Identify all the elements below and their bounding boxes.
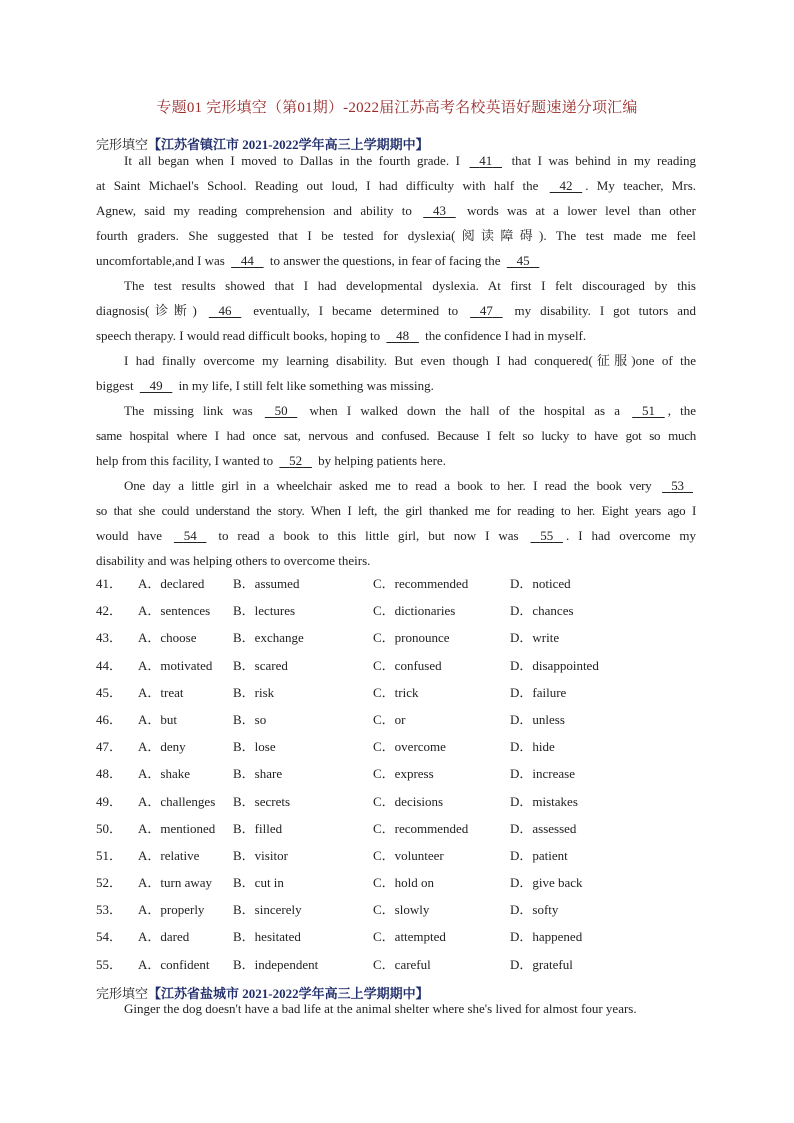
option-row-55: 55． A．confident B．independent C．careful D．grateful — [96, 951, 696, 978]
option-d[interactable]: D．assessed — [510, 820, 577, 836]
option-b[interactable]: B．cut in — [233, 875, 284, 891]
option-b[interactable]: B．share — [233, 766, 283, 782]
option-b[interactable]: B．sincerely — [233, 902, 302, 918]
option-c[interactable]: C．decisions — [373, 793, 444, 809]
option-d[interactable]: D．patient — [510, 847, 568, 863]
option-row-44: 44． A．motivated B．scared C．confused D．disappointed — [96, 652, 696, 679]
option-c[interactable]: C．pronounce — [373, 630, 450, 646]
option-b[interactable]: B．lectures — [233, 603, 296, 619]
blank-48[interactable]: 48 — [396, 328, 410, 343]
blank-52[interactable]: 52 — [289, 453, 303, 468]
option-b[interactable]: B．assumed — [233, 576, 300, 591]
option-d[interactable]: D．chances — [510, 603, 574, 619]
section1-label: 完形填空 — [96, 137, 149, 152]
passage-line: Agnew, said my reading comprehension and ability to 43 words was at a lower level than other — [96, 198, 696, 223]
passage-line: fourth graders. She suggested that I be tested for dyslexia(阅读障碍). The test made me feel — [96, 228, 696, 243]
option-b[interactable]: B．risk — [233, 684, 275, 700]
passage-line: The missing link was 50 when I walked down the hall of the hospital as a 51 , the — [96, 398, 696, 423]
passage-line: so that she could understand the story. When I left, the girl thanked me for reading to her. Eight years ago I — [96, 503, 696, 518]
blank-49[interactable]: 49 — [149, 378, 163, 393]
option-d[interactable]: D．grateful — [510, 956, 573, 972]
option-c[interactable]: C．attempted — [373, 929, 446, 945]
blank-51[interactable]: 51 — [641, 403, 655, 418]
option-c[interactable]: C．or — [373, 711, 406, 727]
passage-line: same hospital where I had once sat, nervous and confused. Because I felt so lucky to have got so much — [96, 428, 696, 443]
passage-line: It all began when I moved to Dallas in the fourth grade. I 41 that I was behind in my reading — [96, 148, 696, 173]
option-row-46: 46． A．but B．so C．or D．unless — [96, 706, 696, 733]
option-c[interactable]: C．recommended — [373, 576, 469, 591]
blank-44[interactable]: 44 — [240, 253, 254, 268]
option-d[interactable]: D．happened — [510, 929, 583, 945]
option-a[interactable]: A．properly — [138, 902, 205, 918]
options-list — [96, 570, 696, 978]
option-row-52: 52． A．turn away B．cut in C．hold on D．give back — [96, 869, 696, 896]
option-c[interactable]: C．slowly — [373, 902, 430, 918]
blank-54[interactable]: 54 — [183, 528, 197, 543]
option-b[interactable]: B．hesitated — [233, 929, 301, 945]
section2-source: 【江苏省盐城市 2021-2022学年高三上学期期中】 — [148, 986, 429, 1001]
option-c[interactable]: C．volunteer — [373, 847, 444, 863]
passage-line: The test results showed that I had developmental dyslexia. At first I felt discouraged by this — [124, 278, 696, 293]
option-a[interactable]: A．turn away — [138, 875, 213, 891]
passage-line: biggest 49 in my life, I still felt like something was missing. — [96, 373, 696, 398]
option-row-51: 51． A．relative B．visitor C．volunteer D．patient — [96, 842, 696, 869]
option-d[interactable]: D．hide — [510, 739, 555, 755]
option-d[interactable]: D．failure — [510, 684, 567, 700]
option-row-41: 41． A．declared B．assumed C．recommended D．noticed — [96, 570, 696, 597]
option-b[interactable]: B．lose — [233, 739, 276, 755]
passage-line: Ginger the dog doesn't have a bad life at the animal shelter where she's lived for almost four years. — [124, 1001, 637, 1016]
passage-line: One day a little girl in a wheelchair asked me to read a book to her. I read the book very 53 — [96, 473, 696, 498]
option-row-47: 47． A．deny B．lose C．overcome D．hide — [96, 733, 696, 760]
option-c[interactable]: C．dictionaries — [373, 603, 456, 619]
passage-line: I had finally overcome my learning disability. But even though I had conquered(征服)one of the — [124, 353, 696, 368]
option-a[interactable]: A．but — [138, 711, 178, 727]
option-d[interactable]: D．noticed — [510, 576, 571, 591]
option-a[interactable]: A．relative — [138, 847, 200, 863]
option-d[interactable]: D．increase — [510, 766, 575, 782]
option-b[interactable]: B．exchange — [233, 630, 304, 646]
blank-50[interactable]: 50 — [274, 403, 288, 418]
option-c[interactable]: C．express — [373, 766, 434, 782]
option-d[interactable]: D．disappointed — [510, 657, 599, 673]
passage2 — [96, 996, 696, 1021]
option-c[interactable]: C．careful — [373, 956, 431, 972]
option-row-49: 49． A．challenges B．secrets C．decisions D．mistakes — [96, 788, 696, 815]
option-a[interactable]: A．choose — [138, 630, 197, 646]
option-d[interactable]: D．mistakes — [510, 793, 578, 809]
blank-45[interactable]: 45 — [516, 253, 530, 268]
blank-55[interactable]: 55 — [540, 528, 554, 543]
option-row-45: 45． A．treat B．risk C．trick D．failure — [96, 679, 696, 706]
option-b[interactable]: B．scared — [233, 657, 288, 673]
option-b[interactable]: B．secrets — [233, 793, 291, 809]
option-a[interactable]: A．mentioned — [138, 820, 216, 836]
option-row-54: 54． A．dared B．hesitated C．attempted D．happened — [96, 923, 696, 950]
passage-line: speech therapy. I would read difficult books, hoping to 48 the confidence I had in myself. — [96, 323, 696, 348]
option-d[interactable]: D．give back — [510, 875, 583, 891]
option-a[interactable]: A．treat — [138, 684, 184, 700]
option-row-42: 42． A．sentences B．lectures C．dictionaries D．chances — [96, 597, 696, 624]
passage-line: uncomfortable,and I was 44 to answer the questions, in fear of facing the 45 — [96, 248, 696, 273]
passage-line: help from this facility, I wanted to 52 by helping patients here. — [96, 448, 696, 473]
option-d[interactable]: D．write — [510, 630, 560, 646]
blank-46[interactable]: 46 — [218, 303, 232, 318]
option-a[interactable]: A．declared — [138, 576, 205, 591]
option-b[interactable]: B．so — [233, 711, 267, 727]
option-d[interactable]: D．softy — [510, 902, 559, 918]
option-a[interactable]: A．confident — [138, 956, 210, 972]
option-a[interactable]: A．motivated — [138, 657, 213, 673]
option-d[interactable]: D．unless — [510, 711, 565, 727]
option-a[interactable]: A．sentences — [138, 603, 211, 619]
blank-47[interactable]: 47 — [479, 303, 493, 318]
option-b[interactable]: B．visitor — [233, 847, 288, 863]
page-title: 专题01 完形填空（第01期）-2022届江苏高考名校英语好题速递分项汇编 — [156, 100, 638, 116]
passage1 — [96, 148, 696, 573]
option-b[interactable]: B．independent — [233, 956, 319, 972]
option-a[interactable]: A．deny — [138, 739, 186, 755]
section2-label: 完形填空 — [96, 986, 149, 1001]
option-row-43: 43． A．choose B．exchange C．pronounce D．write — [96, 624, 696, 651]
option-a[interactable]: A．shake — [138, 766, 190, 782]
section1-source: 【江苏省镇江市 2021-2022学年高三上学期期中】 — [148, 137, 429, 152]
option-a[interactable]: A．challenges — [138, 793, 216, 809]
option-c[interactable]: C．trick — [373, 684, 419, 700]
passage-line: would have 54 to read a book to this little girl, but now I was 55 . I had overcome my — [96, 523, 696, 548]
option-a[interactable]: A．dared — [138, 929, 190, 945]
option-b[interactable]: B．filled — [233, 820, 283, 836]
passage-line: diagnosis(诊断) 46 eventually, I became determined to 47 my disability. I got tutors and — [96, 298, 696, 323]
option-row-48: 48． A．shake B．share C．express D．increase — [96, 760, 696, 787]
passage-line: at Saint Michael's School. Reading out loud, I had difficulty with half the 42 . My teacher, Mrs. — [96, 173, 696, 198]
blank-43[interactable]: 43 — [432, 203, 446, 218]
option-row-50: 50． A．mentioned B．filled C．recommended D．assessed — [96, 815, 696, 842]
option-row-53: 53． A．properly B．sincerely C．slowly D．softy — [96, 896, 696, 923]
blank-42[interactable]: 42 — [559, 178, 573, 193]
option-c[interactable]: C．recommended — [373, 820, 469, 836]
option-c[interactable]: C．overcome — [373, 739, 446, 755]
option-c[interactable]: C．hold on — [373, 875, 435, 891]
blank-53[interactable]: 53 — [671, 478, 684, 493]
blank-41[interactable]: 41 — [479, 153, 493, 168]
option-c[interactable]: C．confused — [373, 657, 442, 673]
passage-line: disability and was helping others to overcome theirs. — [96, 553, 371, 568]
